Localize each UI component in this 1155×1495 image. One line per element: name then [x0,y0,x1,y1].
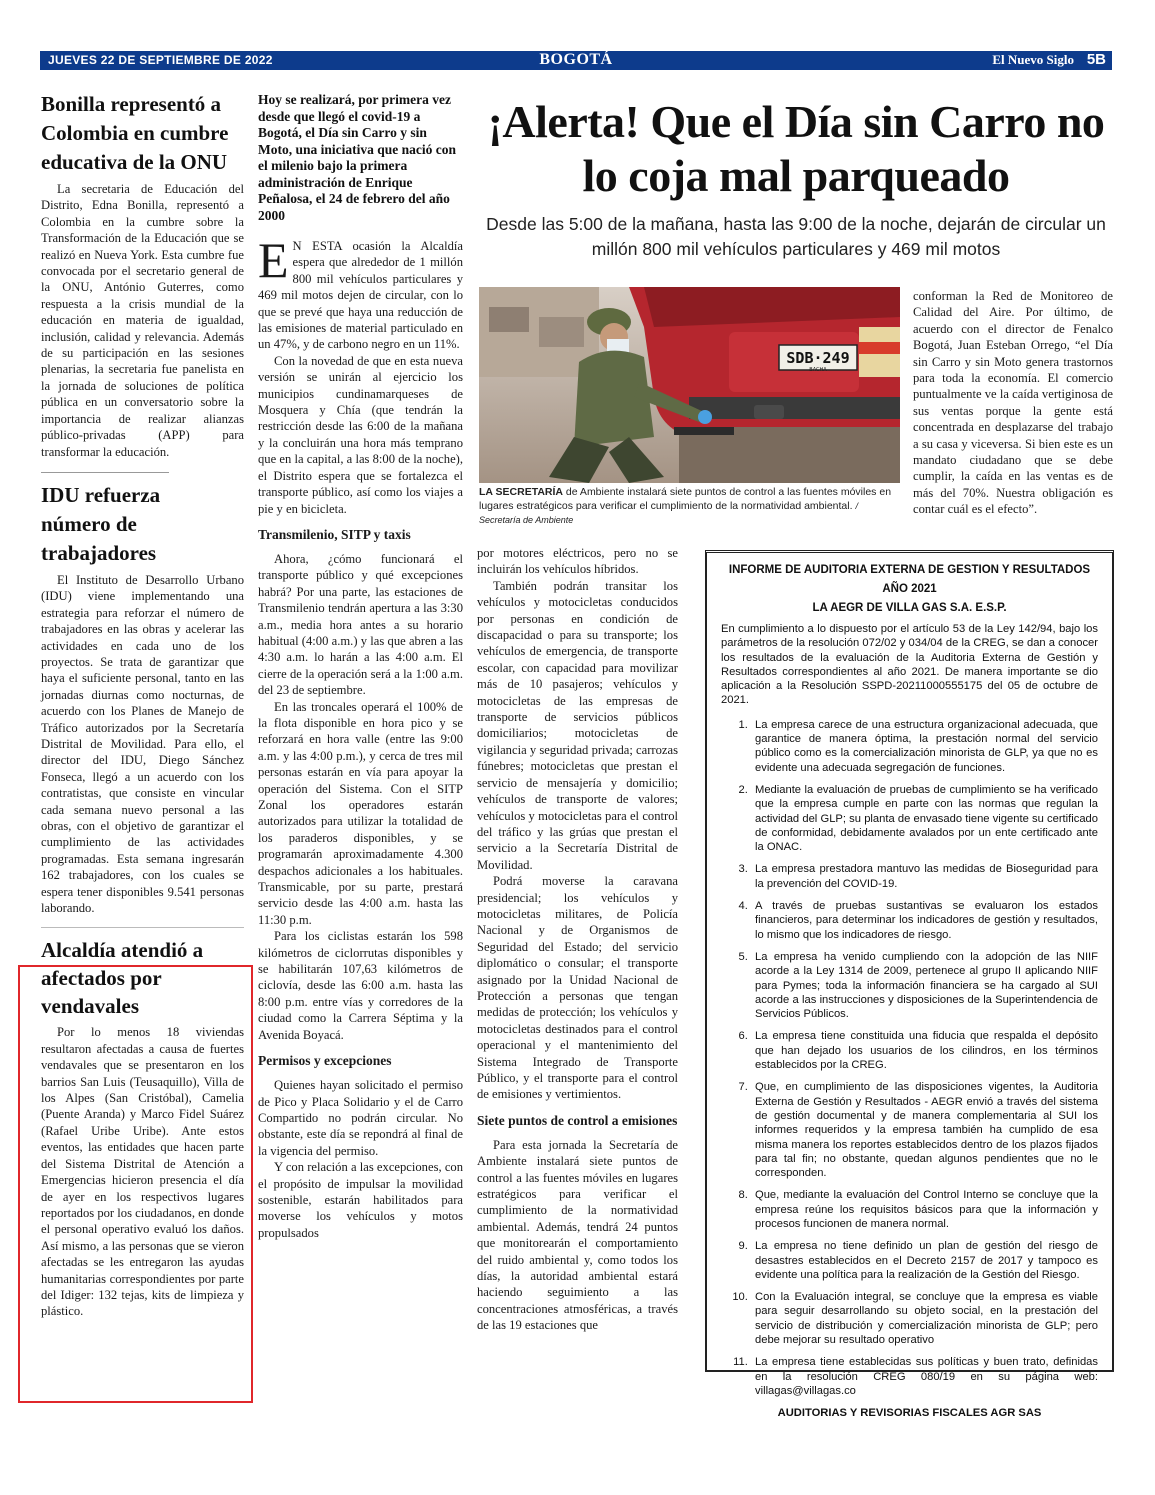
paragraph: Con la novedad de que en esta nueva versión se unirán al ejercicio los municipios cundinamarqueses de Mosquera y Chía (que tendrán la restricción desde las 6:00 de la mañana y la concluirán una hora más temprano que en la capital, a las 8:00 de la noche), el Distrito espera que se fortalezca el transporte público, así como los viajes a pie y en bicicleta. [258,353,463,516]
main-body-2 [477,545,678,1334]
divider [41,927,244,928]
highlight-box [18,965,253,1403]
notice-company: LA AEGR DE VILLA GAS S.A. E.S.P. [812,602,1007,614]
notice-year: AÑO 2021 [882,583,937,595]
page-header-bar [40,51,1112,70]
main-body-3 [913,288,1113,518]
notice-item: 11. La empresa tiene establecidas sus políticas y buen trato, definidas en la resolución CREG 080/19 en su página web: villagas@villagas.co [751,1355,1098,1398]
main-lead: Hoy se realizará, por primera vez desde que llegó el covid-19 a Bogotá, el Día sin Carro y sin Moto, una iniciativa que nació con el milenio bajo la primera administración de Enrique Peñalosa, el 24 de febrero del año 2000 [258,92,457,223]
paragraph: Para esta jornada la Secretaría de Ambiente instalará siete puntos de control a las fuentes móviles en lugares estratégicos para verificar el cumplimiento de la normatividad ambiental. Además, tendrá 24 puntos que monitorearán el comportamiento del ruido ambiental y, como todos los días, la autoridad ambiental estará haciendo seguimiento a las concentraciones atmosféricas, a través de las 19 estaciones que [477,1137,678,1333]
news-photo [479,287,900,483]
header-newspaper-name: El Nuevo Siglo [992,52,1074,67]
story3-headline: Alcaldía atendió a afectados por vendavales [41,938,204,1019]
paragraph: por motores eléctricos, pero no se incluirán los vehículos híbridos. [477,546,678,577]
story1-headline: Bonilla representó a Colombia en cumbre educativa de la ONU [41,92,229,174]
subhead-emisiones: Siete puntos de control a emisiones [477,1112,678,1128]
story1-body [41,181,244,460]
notice-item: 3. La empresa prestadora mantuvo las medidas de Bioseguridad para la prevención del COVID-19. [751,862,1098,891]
photo-plate-city: BACHA [809,367,827,373]
paragraph: En las troncales operará el 100% de la flota disponible en hora pico y se reforzará en hora valle (entre las 9:00 a.m. y las 4:00 p.m.), y cerca de tres mil personas estarán en vía para apoyar la operación del Sistema. Con el SITP Zonal los operadores estarán autorizados para utilizar la totalidad de los paraderos disponibles, y se programarán aproximadamente 4.300 despachos adicionales a los habituales. Transmicable, por su parte, prestará servicio desde las 4:00 a.m. hasta las 11:30 p.m. [258,699,463,927]
audit-notice [705,550,1114,1420]
photo-caption [479,485,900,527]
divider [41,472,169,473]
story2-paragraph: El Instituto de Desarrollo Urbano (IDU) viene implementando una estrategia para reforzar el número de trabajadores en las obras y acelerar las actividades en cada uno de los proyectos. Se trata de garantizar que haya el suficiente personal, tanto en las jornadas diurnas como nocturnas, de acuerdo con los Planes de Manejo de Tráfico autorizados por la Secretaría Distrital de Movilidad. Para ello, el director del IDU, Diego Sánchez Fonseca, llegó a un acuerdo con los contratistas, que consiste en vincular cada semana nuevo personal a las obras, con el objetivo de garantizar el cumplimiento de las actividades programadas. Esta semana ingresarán 162 trabajadores, con los cuales se espera tener disponibles 9.541 personas laborando. [41,572,244,916]
drop-cap: E [258,232,289,288]
story2-body [41,572,244,917]
main-story-column-2 [477,545,678,1334]
paragraph: Y con relación a las excepciones, con el propósito de impulsar la movilidad sostenible, estarán habilitados para moverse los vehículos y motos propulsados [258,1160,463,1240]
paragraph: Para los ciclistas estarán los 598 kilómetros de ciclorrutas disponibles y se habilitarán 107,63 kilómetros de ciclovía, desde las 6:00 a.m. hasta las 8:00 p.m. entre vías y corredores de la ciudad como la Carrera Séptima y la Avenida Boyacá. [258,929,463,1042]
notice-footer: AUDITORIAS Y REVISORIAS FISCALES AGR SAS [777,1407,1042,1420]
caption-lead: LA SECRETARÍA [479,486,563,498]
story3-paragraph: Por lo menos 18 viviendas resultaron afectadas a causa de fuertes vendavales que se presentaron en los barrios San Luis (Teusaquillo), Villa de los Alpes (San Cristóbal), Camelia (Puente Aranda) y Marco Fidel Suárez (Rafael Uribe Uribe). Ante estos eventos, las entidades que hacen parte del Sistema Distrital de Atención a Emergencias hicieron presencia el día de ayer en los respectivos lugares reportados por los ciudadanos, en donde el personal operativo evaluó los daños. Así mismo, a las personas que se vieron afectadas se les entregaron las ayudas humanitarias correspondientes por parte del Idiger: 132 tejas, kits de limpieza y plástico. [41,1025,244,1319]
notice-item: 10. Con la Evaluación integral, se concluye que la empresa es viable para seguir desarrollando su objeto social, en la prestación del servicio de distribución y comercialización minorista de GLP; pero debe mejorar su resultado operativo [751,1290,1098,1347]
notice-item: 9. La empresa no tiene definido un plan de gestión del riesgo de desastres establecidos en el Decreto 2157 de 2017 y tampoco es evidente una política para la realización de la Gestión del Riesgo. [751,1239,1098,1282]
notice-title: INFORME DE AUDITORIA EXTERNA DE GESTION Y RESULTADOS [728,564,1091,576]
notice-item: 4. A través de pruebas sustantivas se evaluaron los estados financieros, para determinar los indicadores de gestión y resultados, lo mismo que los indicadores de riesgo. [751,899,1098,942]
main-headline: ¡Alerta! Que el Día sin Carro no lo coja mal parqueado [487,96,1105,201]
subhead-permisos: Permisos y excepciones [258,1053,392,1069]
paragraph: Ahora, ¿cómo funcionará el transporte público y qué excepciones habrá? Por una parte, las estaciones de Transmilenio tendrán apertura a las 3:30 a.m., media hora antes a su horario habitual (4:00 a.m.) y las que abren a las 4:30 a.m. lo harán a las 4:00 a.m. El cierre de la operación será a la 1:00 a.m. del 23 de septiembre. [258,551,463,698]
story1-paragraph: La secretaria de Educación del Distrito, Edna Bonilla, representó a Colombia en la cumbre sobre la Transformación de la Educación que se realizó en Nueva York. Esta cumbre fue convocada por el secretario general de la ONU, António Guterres, como respuesta a la crisis mundial de la educación en materia de igualdad, inclusión, calidad y relevancia. Además de su participación en las sesiones plenarias, la secretaria fue panelista en la jornada de soluciones de política pública en un conversatorio sobre la importancia de realizar alianzas público-privadas (APP) para transformar la educación. [41,182,244,459]
notice-item: 8. Que, mediante la evaluación del Control Interno se concluye que la empresa reúne los requisitos básicos para que la información y procesos funcionen de manera normal. [751,1188,1098,1231]
caption-text: de Ambiente instalará siete puntos de control a las fuentes móviles en lugares estratégicos para verificar el cumplimiento de la normatividad ambiental. [479,486,892,512]
paragraph: Quienes hayan solicitado el permiso de Pico y Placa Solidario y el de Carro Compartido no podrán circular. No obstante, este día se repondrá al final de la vigencia del permiso. [258,1078,463,1158]
notice-item: 1. La empresa carece de una estructura organizacional adecuada, que garantice de manera óptima, la prestación normal del servicio público como es la comercialización minorista de GLP, ya que no es evidente una adecuada segregación de funciones. [751,718,1098,775]
notice-item: 6. La empresa tiene constituida una fiducia que respalda el depósito que han dejado los usuarios de los cilindros, en los términos establecidos por la CREG. [751,1029,1098,1072]
notice-item: 2. Mediante la evaluación de pruebas de cumplimiento se ha verificado que la empresa cumple en parte con las normas que regulan la actividad del GLP; su planta de envasado tiene vigente su certificado de conformidad, debidamente avalados por un ente certificado ante la ONAC. [751,783,1098,854]
notice-list [721,718,1098,1398]
notice-item: 7. Que, en cumplimiento de las disposiciones vigentes, la Auditoria Externa de Gestión y Resultados - AEGR envió a través del sistema de gestión documental y de manera complementaria al SUI los informes requeridos y la empresa también ha cumplido de esa misma manera los reportes establecidos dentro de los plazos fijados para tal fin; no obstante, quedan algunos pendientes que no le corresponden. [751,1080,1098,1180]
paragraph: Podrá moverse la caravana presidencial; los vehículos y motocicletas militares, de Policía Nacional y de Organismos de Seguridad del Estado; del servicio diplomático o consular; el transporte asignado por la Unidad Nacional de Protección a personas que tengan medidas de protección; los vehículos y motocicletas destinados para el control operacional y el mantenimiento del Sistema Integrado de Transporte Público, y el transporte para el control de emisiones y vertimientos. [477,874,678,1102]
paragraph: E N ESTA ocasión la Alcaldía espera que alrededor de 1 millón 800 mil vehículos particulares y 469 mil motos dejen de circular, con lo que se prevé que haya una reducción de las emisiones de material particulado en un 47%, y de carbono negro en un 11%. [258,232,463,352]
photo-plate-text: SDB·249 [786,349,850,367]
subhead-transmilenio: Transmilenio, SITP y taxis [258,526,411,542]
caption-credit: / Secretaría de Ambiente [479,501,858,525]
notice-intro: En cumplimiento a lo dispuesto por el artículo 53 de la Ley 142/94, bajo los parámetros de la resolución 072/02 y 034/04 de la CREG, se dan a conocer los resultados de la evaluación de la Auditoria Externa de Gestión y Resultados correspondientes al año 2021. De manera importante se dio aplicación a la Resolución SSPD-20211000555175 del 05 de octubre de 2021. [721,623,1098,707]
main-story-column-1 [258,92,463,1241]
paragraph: conforman la Red de Monitoreo de Calidad del Aire. Por último, de acuerdo con el director de Fenalco Bogotá, Juan Esteban Orrego, “el Día sin Carro y sin Moto genera trastornos para toda la economía. El comercio puntualmente ve la caída vertiginosa de sus ventas porque la gente está concentrada en desplazarse del trabajo a su casa y viceversa. Si bien este es un mandato ciudadano que se debe cumplir, la caída en las ventas es de más del 70%. Nuestra obligación es contar cuál es el efecto”. [913,289,1113,517]
header-date: JUEVES 22 DE SEPTIEMBRE DE 2022 [48,53,273,67]
paragraph: También podrán transitar los vehículos y motocicletas conducidos por personas en condición de discapacidad o para su transporte; los vehículos de emergencia, de transporte escolar, con capacidad para movilizar más de 10 pasajeros; vehículos y motocicletas de las empresas de transporte de servicios públicos domiciliarios; motocicletas de vigilancia y seguridad privada; carrozas fúnebres; motocicletas que prestan el servicio de mensajería y domicilio; vehículos de transporte de valores; vehículos y motocicletas para el control del tráfico y las grúas que prestan el servicio a la Secretaría Distrital de Movilidad. [477,578,678,872]
main-deck: Desde las 5:00 de la mañana, hasta las 9:00 de la noche, dejarán de circular un millón 800 mil vehículos particulares y 469 mil motos [486,214,1106,259]
header-section: BOGOTÁ [539,51,613,68]
notice-item: 5. La empresa ha venido cumpliendo con la adopción de las NIIF acorde a la Ley 1314 de 2009, pertenece al grupo II aplicando NIIF para Pymes; toda la información financiera se ha cargado al SUI acorde a las instrucciones y disposiciones de la Superintendencia de Servicios Públicos. [751,950,1098,1021]
photo-illustration [479,287,900,483]
header-page-number: 5B [1086,51,1106,68]
main-story-column-3 [913,288,1113,518]
main-body-1 [258,232,463,1241]
story2-headline: IDU refuerza número de trabajadores [41,482,161,565]
